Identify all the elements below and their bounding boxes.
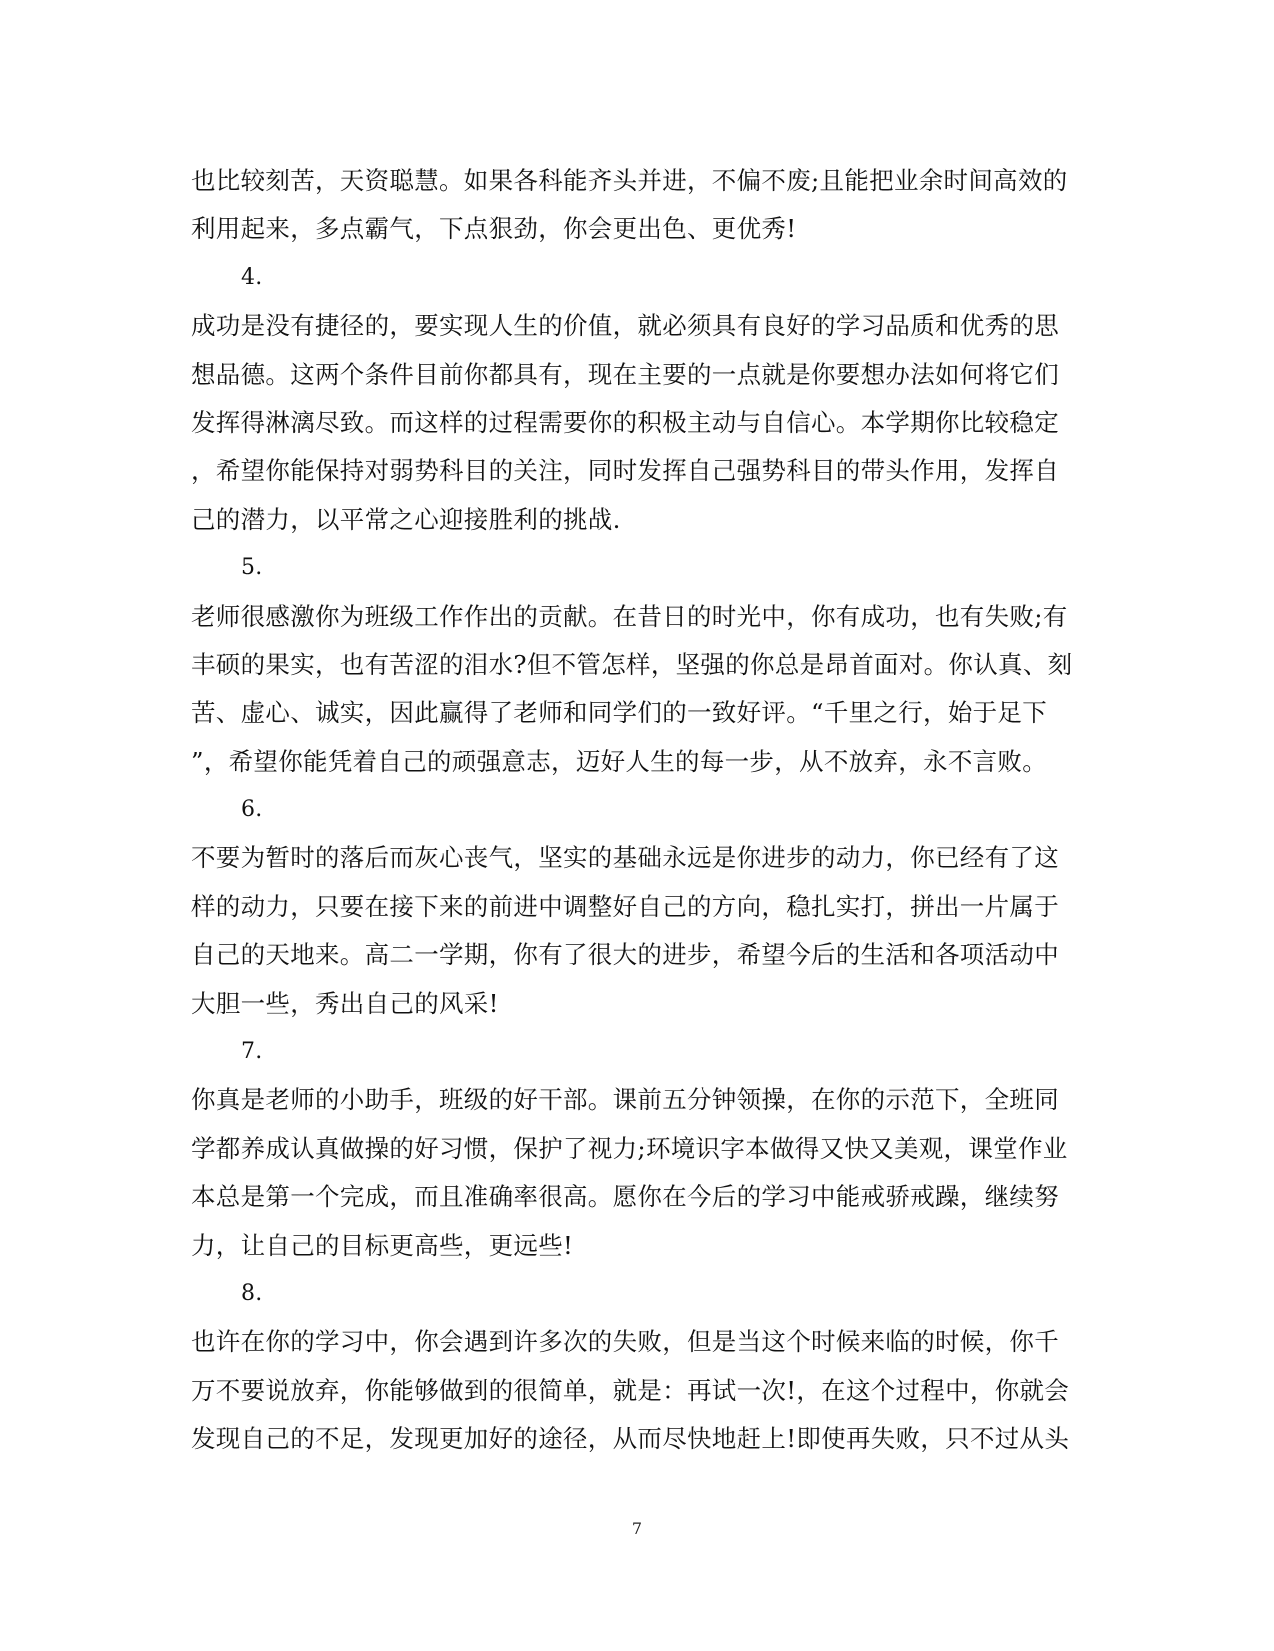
item-number: 5.	[241, 555, 263, 581]
text-line: 本总是第一个完成，而且准确率很高。愿你在今后的学习中能戒骄戒躁，继续努	[191, 1182, 1059, 1212]
text-line: 利用起来，多点霸气，下点狠劲，你会更出色、更优秀!	[191, 214, 797, 244]
text-line: 不要为暂时的落后而灰心丧气，坚实的基础永远是你进步的动力，你已经有了这	[191, 843, 1059, 873]
text-line: 己的潜力，以平常之心迎接胜利的挑战.	[191, 504, 621, 534]
text-line: 你真是老师的小助手，班级的好干部。课前五分钟领操，在你的示范下，全班同	[191, 1085, 1059, 1115]
item-number: 6.	[241, 797, 263, 823]
text-line: 想品德。这两个条件目前你都具有，现在主要的一点就是你要想办法如何将它们	[191, 359, 1059, 389]
text-line: 样的动力，只要在接下来的前进中调整好自己的方向，稳扎实打，拼出一片属于	[191, 891, 1059, 921]
text-line: 自己的天地来。高二一学期，你有了很大的进步，希望今后的生活和各项活动中	[191, 940, 1059, 970]
item-number: 8.	[241, 1280, 263, 1306]
text-line: 丰硕的果实，也有苦涩的泪水?但不管怎样，坚强的你总是昂首面对。你认真、刻	[191, 649, 1073, 679]
text-line: 苦、虚心、诚实，因此赢得了老师和同学们的一致好评。“千里之行，始于足下	[191, 698, 1048, 728]
document-body	[191, 157, 1071, 1464]
item-number: 4.	[241, 264, 263, 290]
text-line: 大胆一些，秀出自己的风采!	[191, 988, 499, 1018]
text-line: 发挥得淋漓尽致。而这样的过程需要你的积极主动与自信心。本学期你比较稳定	[191, 407, 1059, 437]
item-number: 7.	[241, 1039, 263, 1065]
text-line: ”，希望你能凭着自己的顽强意志，迈好人生的每一步，从不放弃，永不言败。	[191, 746, 1048, 776]
text-line: 学都养成认真做操的好习惯，保护了视力;环境识字本做得又快又美观，课堂作业	[191, 1133, 1068, 1163]
text-line: 也许在你的学习中，你会遇到许多次的失败，但是当这个时候来临的时候，你千	[191, 1327, 1059, 1357]
text-line: 成功是没有捷径的，要实现人生的价值，就必须具有良好的学习品质和优秀的思	[191, 311, 1059, 341]
text-line: 也比较刻苦，天资聪慧。如果各科能齐头并进，不偏不废;且能把业余时间高效的	[191, 166, 1068, 195]
text-line: ，希望你能保持对弱势科目的关注，同时发挥自己强势科目的带头作用，发挥自	[191, 456, 1059, 486]
page-number: 7	[631, 1519, 643, 1538]
text-line: 力，让自己的目标更高些，更远些!	[191, 1230, 574, 1260]
text-line: 老师很感激你为班级工作作出的贡献。在昔日的时光中，你有成功，也有失败;有	[191, 601, 1068, 631]
text-line: 万不要说放弃，你能够做到的很简单，就是：再试一次!，在这个过程中，你就会	[191, 1375, 1070, 1405]
text-line: 发现自己的不足，发现更加好的途径，从而尽快地赶上!即使再失败，只不过从头	[191, 1424, 1070, 1454]
